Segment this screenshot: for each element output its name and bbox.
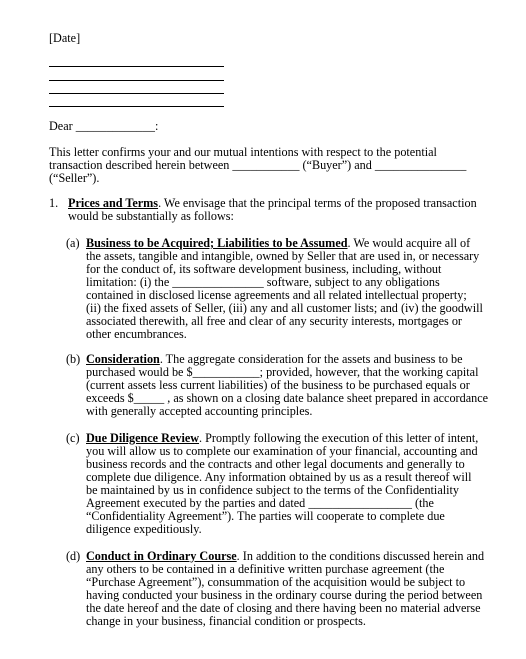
item-heading-line — [86, 431, 478, 445]
salutation — [49, 119, 158, 133]
item-heading-line — [86, 236, 470, 250]
item-letter: (b) — [66, 352, 81, 366]
item-line: be maintained by us in confidence subject to the terms of the Confidentiality — [86, 483, 459, 497]
address-line-4 — [49, 106, 224, 107]
address-line-1 — [49, 66, 224, 67]
item-line: change in your business, financial condition or prospects. — [86, 614, 366, 628]
item-line: other encumbrances. — [86, 327, 187, 341]
item-line: (current assets less current liabilities) of the business to be purchased equals or — [86, 378, 470, 392]
salutation-dear: Dear — [49, 119, 76, 133]
intro-line: (“Seller”). — [49, 171, 100, 185]
item-line: with generally accepted accounting principles. — [86, 404, 313, 418]
item-line: Agreement executed by the parties and dated _________________ (the — [86, 496, 434, 510]
item-line: “Purchase Agreement”), consummation of the acquisition would be subject to — [86, 575, 466, 589]
item-line: purchased would be $___________; provided, however, that the working capital — [86, 365, 479, 379]
item-line: contained in disclosed license agreements and all related intellectual property; — [86, 288, 467, 302]
address-line-2 — [49, 80, 224, 81]
item-line: for the conduct of, its software development business, including, without — [86, 262, 442, 276]
item-letter: (c) — [66, 431, 80, 445]
item-line: (ii) the fixed assets of Seller, (iii) any and all customer lists; and (iv) the goodwill — [86, 301, 483, 315]
salutation-blank: _____________ — [75, 119, 155, 133]
salutation-colon: : — [154, 119, 159, 133]
item-line: limitation: (i) the _______________ software, subject to any obligations — [86, 275, 440, 289]
item-heading-line — [86, 549, 484, 563]
item-line: having conducted your business in the ordinary course during the period between — [86, 588, 483, 602]
item-text: . The aggregate consideration for the assets and business to be — [159, 352, 463, 366]
item-line: you will allow us to complete our examination of your financial, accounting and — [86, 444, 478, 458]
item-line: diligence expeditiously. — [86, 522, 202, 536]
item-title: Conduct in Ordinary Course — [86, 549, 237, 563]
item-letter: (d) — [66, 549, 81, 563]
item-line: the assets, tangible and intangible, owned by Seller that are used in, or necessary — [86, 249, 480, 263]
address-line-3 — [49, 93, 224, 94]
section-line: would be substantially as follows: — [68, 209, 234, 223]
section-text: . We envisage that the principal terms of the proposed transaction — [158, 196, 477, 210]
intro-line: This letter confirms your and our mutual intentions with respect to the potential — [49, 145, 437, 159]
item-line: business records and the contracts and other legal documents and generally to — [86, 457, 465, 471]
item-line: “Confidentiality Agreement”). The parties will cooperate to complete due — [86, 509, 445, 523]
item-letter: (a) — [66, 236, 80, 250]
section-title: Prices and Terms — [68, 196, 159, 210]
item-line: any others to be contained in a definitive written purchase agreement (the — [86, 562, 445, 576]
section-number: 1. — [49, 196, 59, 210]
item-text: . We would acquire all of — [347, 236, 471, 250]
item-text: . Promptly following the execution of this letter of intent, — [199, 431, 479, 445]
item-line: complete due diligence. Any information obtained by us as a result thereof will — [86, 470, 472, 484]
item-line: the date hereof and the date of closing and there having been no material adverse — [86, 601, 481, 615]
item-heading-line — [86, 352, 463, 366]
section-heading-line — [68, 196, 477, 210]
date-placeholder: [Date] — [49, 31, 81, 45]
item-text: . In addition to the conditions discussed herein and — [236, 549, 485, 563]
item-title: Consideration — [86, 352, 160, 366]
item-title: Due Diligence Review — [86, 431, 200, 445]
item-line: exceeds $_____ , as shown on a closing date balance sheet prepared in accordance — [86, 391, 489, 405]
intro-line: transaction described herein between ___________ (“Buyer”) and _______________ — [49, 158, 467, 172]
item-title: Business to be Acquired; Liabilities to be Assumed — [86, 236, 348, 250]
item-line: associated therewith, all free and clear of any security interests, mortgages or — [86, 314, 462, 328]
